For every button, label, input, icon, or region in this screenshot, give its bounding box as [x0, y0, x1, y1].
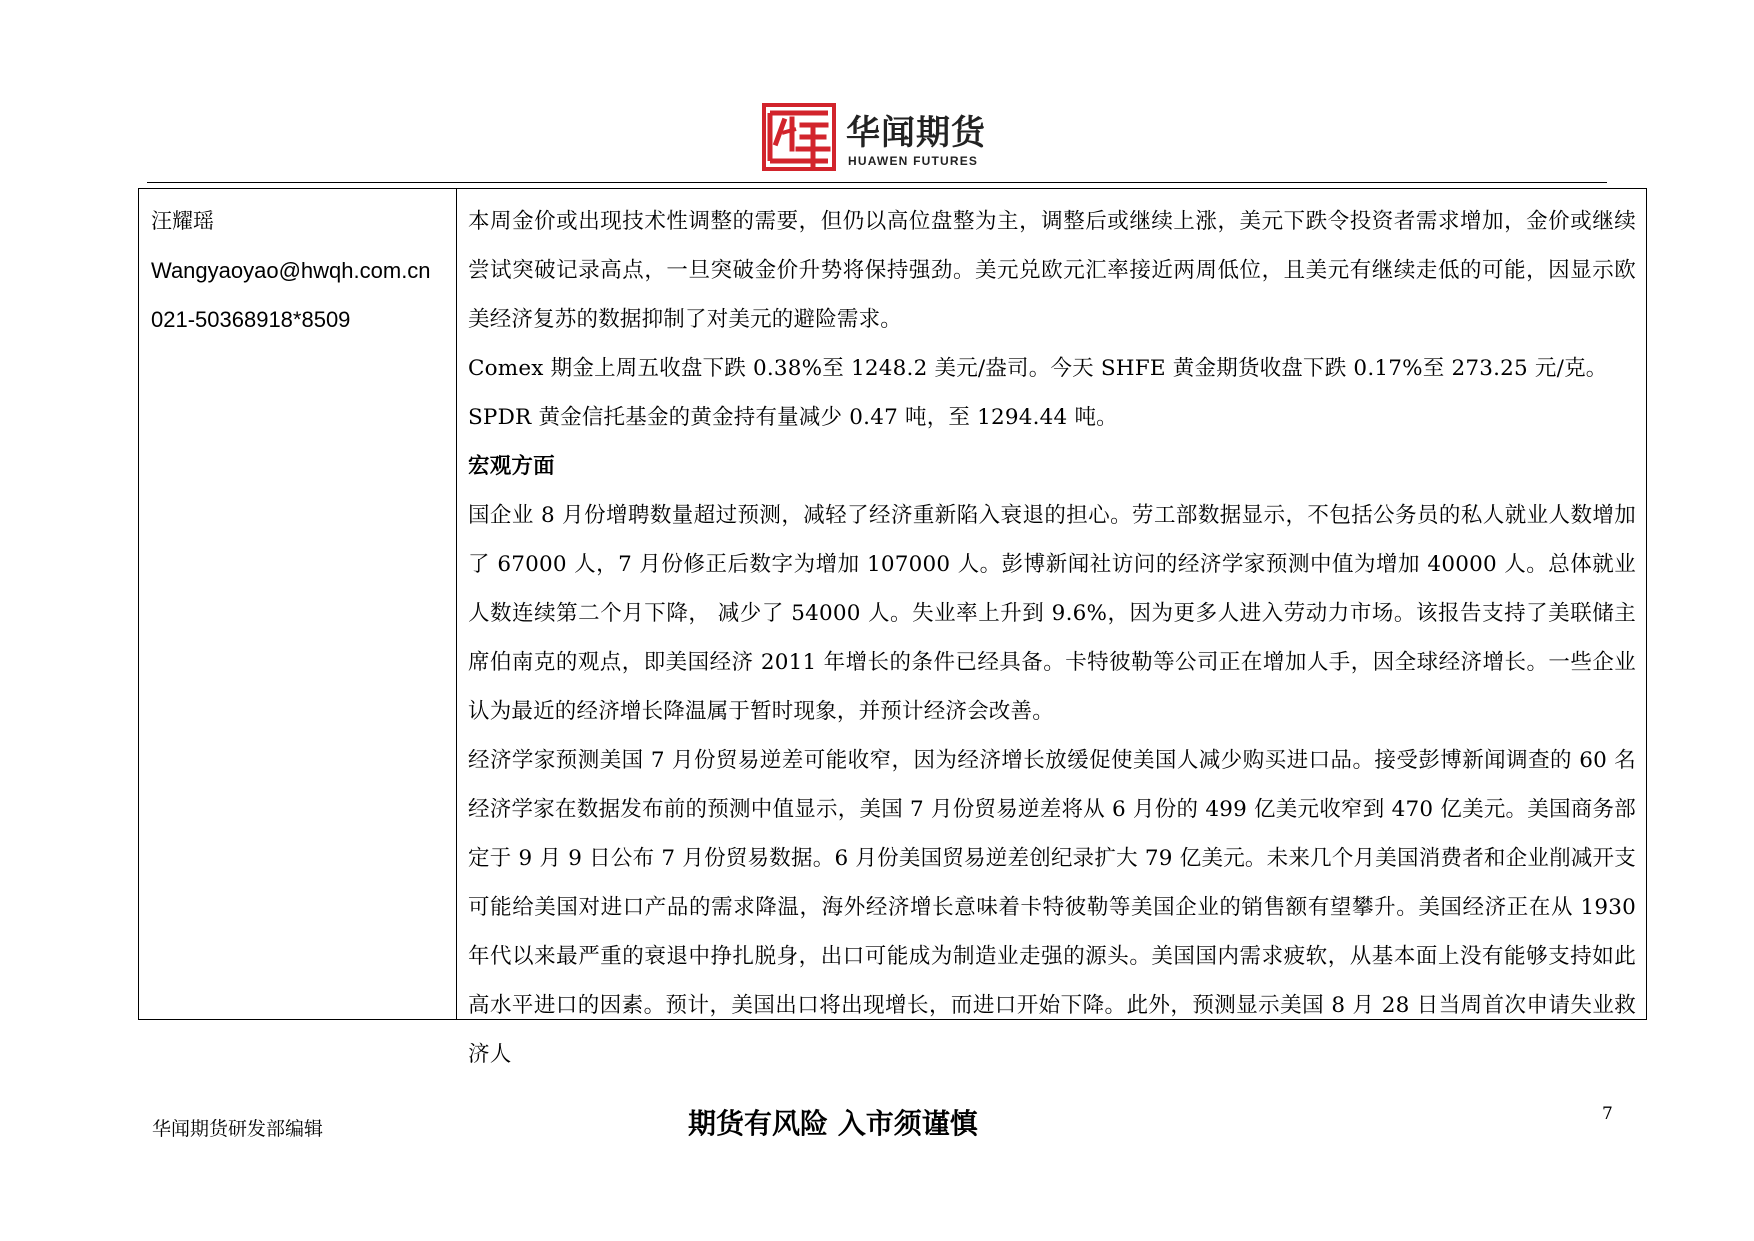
analyst-contact	[139, 189, 456, 344]
analyst-name: 汪耀瑶	[151, 209, 214, 233]
employment-paragraph: 国企业 8 月份增聘数量超过预测，减轻了经济重新陷入衰退的担心。劳工部数据显示，不包括公务员的私人就业人数增加了 67000 人，7 月份修正后数字为增加 107000 人。彭博新闻社访问的经济学家预测中值为增加 40000 人。总体就业人数连续第二个月下降， 减少了 54000 人。失业率上升到 9.6%，因为更多人进入劳动力市场。该报告支持了美联储主席伯南克的观点，即美国经济 2011 年增长的条件已经具备。卡特彼勒等公司正在增加人手，因全球经济增长。一些企业认为最近的经济增长降温属于暂时现象，并预计经济会改善。	[468, 503, 1636, 724]
commentary-column	[457, 189, 1646, 1067]
macro-heading: 宏观方面	[468, 454, 555, 479]
analyst-email: Wangyaoyao@hwqh.com.cn	[151, 258, 431, 283]
commentary-body	[457, 189, 1646, 1079]
huawen-logo-icon	[762, 103, 836, 171]
page-number: 7	[1602, 1104, 1613, 1124]
analyst-phone: 021-50368918*8509	[151, 307, 351, 332]
trade-deficit-paragraph: 经济学家预测美国 7 月份贸易逆差可能收窄，因为经济增长放缓促使美国人减少购买进口品。接受彭博新闻调查的 60 名经济学家在数据发布前的预测中值显示，美国 7 月份贸易逆差将从 6 月份的 499 亿美元收窄到 470 亿美元。美国商务部定于 9 月 9 日公布 7 月份贸易数据。6 月份美国贸易逆差创纪录扩大 79 亿美元。未来几个月美国消费者和企业削减开支可能给美国对进口产品的需求降温，海外经济增长意味着卡特彼勒等美国企业的销售额有望攀升。美国经济正在从 1930 年代以来最严重的衰退中挣扎脱身，出口可能成为制造业走强的源头。美国国内需求疲软，从基本面上没有能够支持如此高水平进口的因素。预计，美国出口将出现增长，而进口开始下降。此外，预测显示美国 8 月 28 日当周首次申请失业救济人	[468, 748, 1636, 1067]
page-header	[0, 0, 1754, 185]
analyst-column	[139, 189, 457, 1019]
company-logo	[762, 103, 1002, 173]
header-divider	[147, 182, 1607, 183]
logo-english-name: HUAWEN FUTURES	[848, 154, 979, 168]
spdr-holdings-paragraph: SPDR 黄金信托基金的黄金持有量减少 0.47 吨，至 1294.44 吨。	[468, 405, 1118, 430]
footer-editor: 华闻期货研发部编辑	[152, 1118, 324, 1140]
gold-outlook-paragraph: 本周金价或出现技术性调整的需要，但仍以高位盘整为主，调整后或继续上涨，美元下跌令投资者需求增加，金价或继续尝试突破记录高点，一旦突破金价升势将保持强劲。美元兑欧元汇率接近两周低位，且美元有继续走低的可能，因显示欧美经济复苏的数据抑制了对美元的避险需求。	[468, 209, 1636, 332]
logo-chinese-name: 华闻期货	[846, 113, 986, 153]
report-table	[138, 188, 1647, 1067]
gold-price-paragraph: Comex 期金上周五收盘下跌 0.38%至 1248.2 美元/盎司。今天 SHFE 黄金期货收盘下跌 0.17%至 273.25 元/克。	[468, 356, 1608, 381]
footer-risk-warning: 期货有风险 入市须谨慎	[688, 1107, 978, 1140]
